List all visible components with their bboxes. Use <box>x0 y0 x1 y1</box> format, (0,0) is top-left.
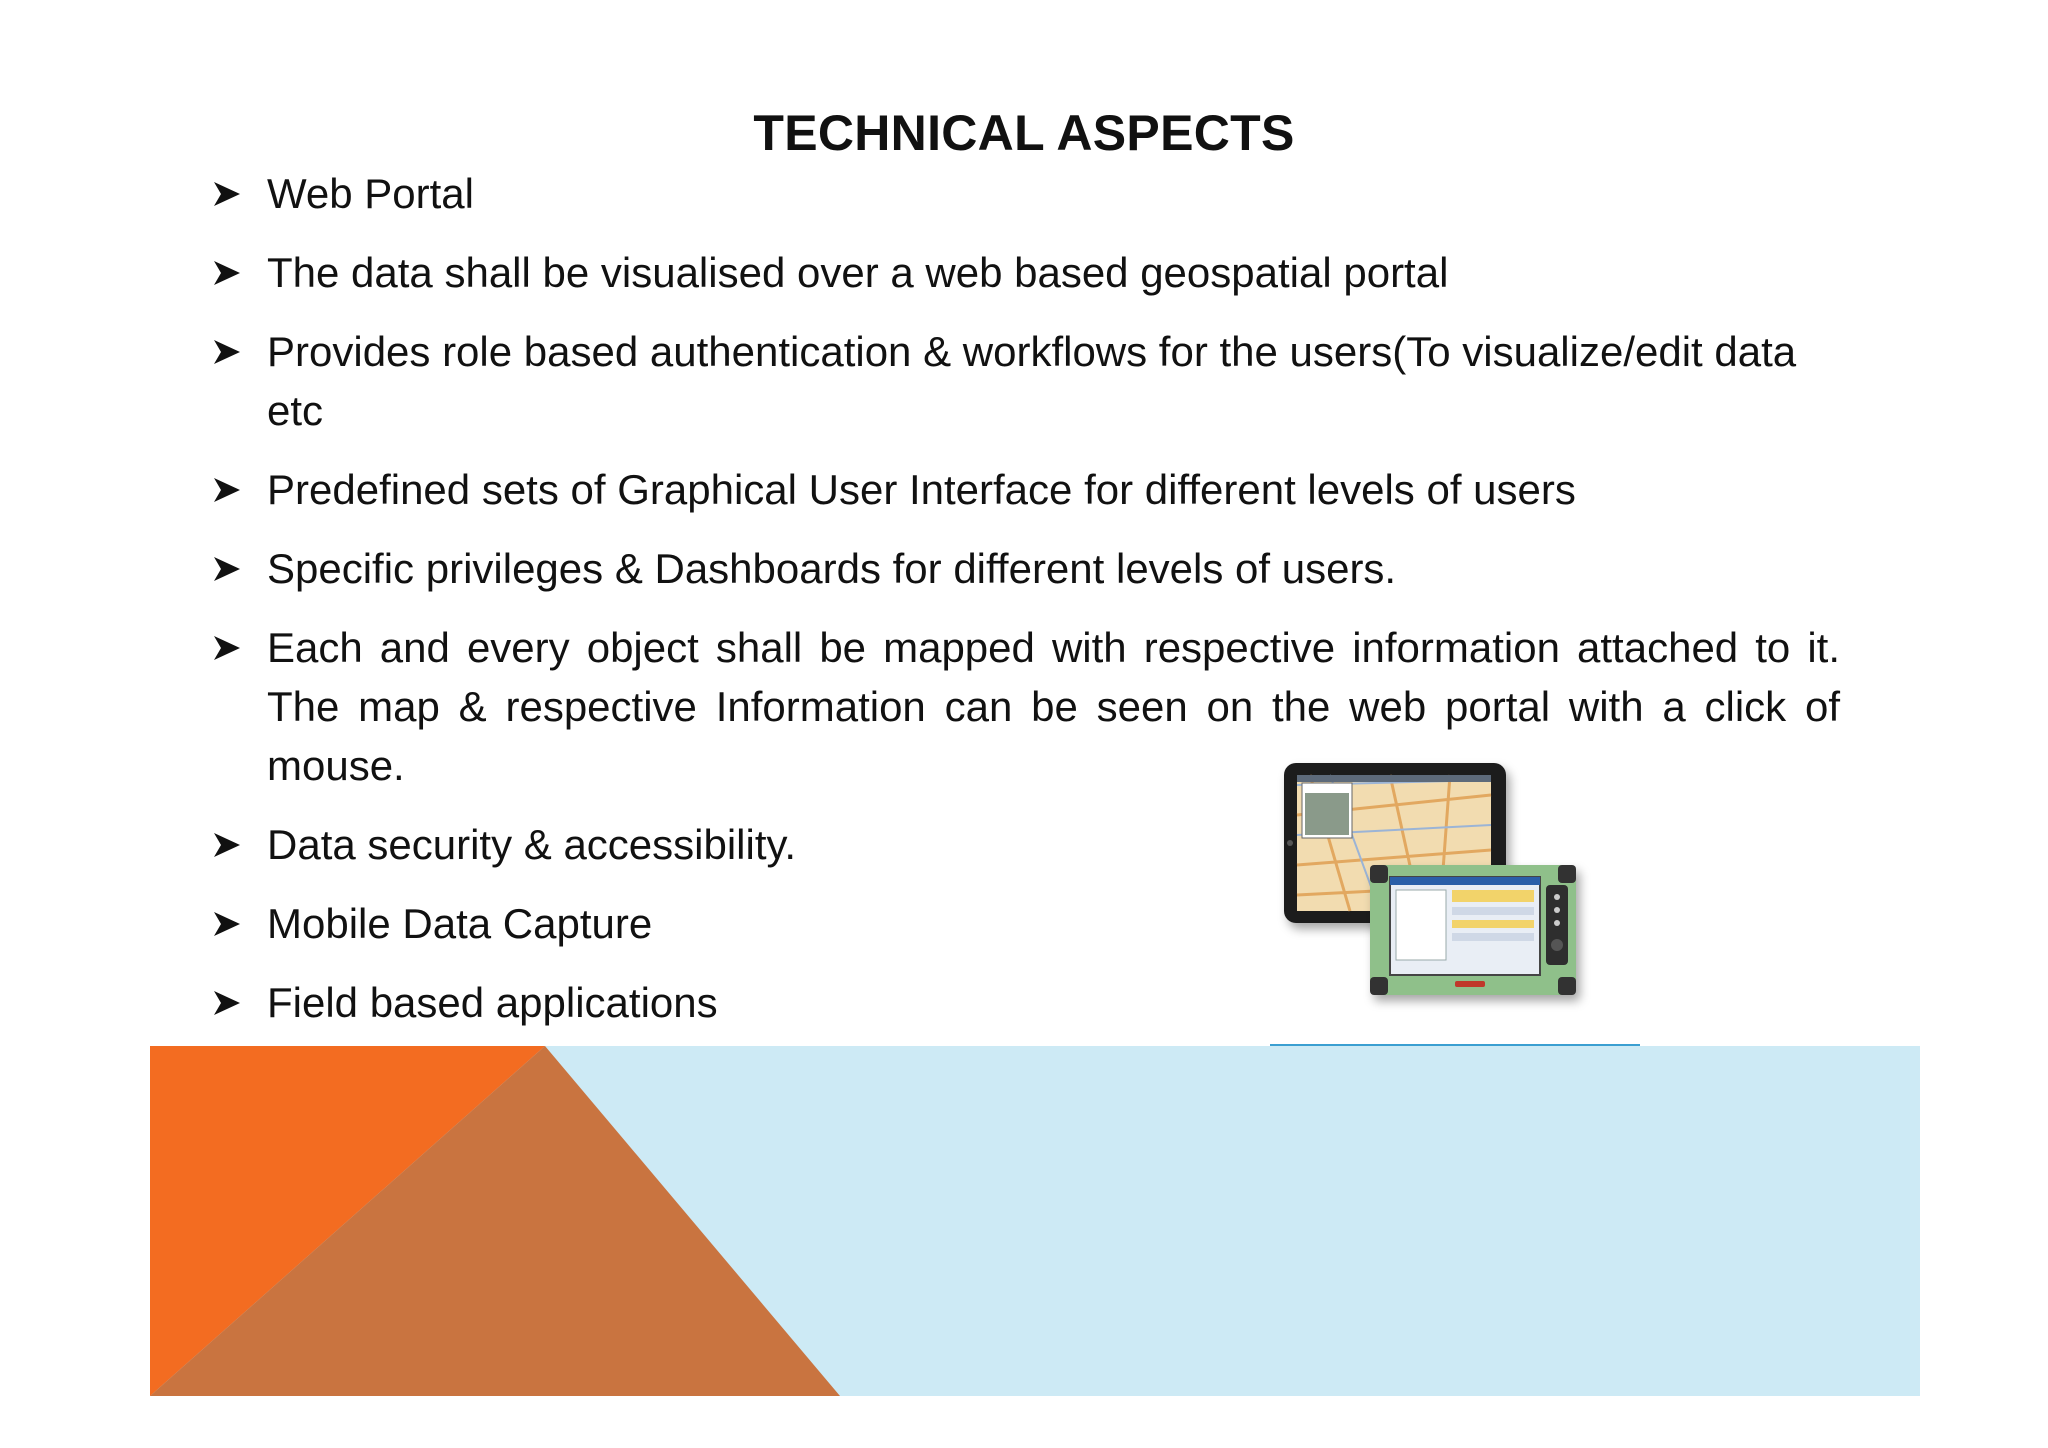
bullet-item <box>212 322 1840 440</box>
bullet-text: Predefined sets of Graphical User Interface for different levels of users <box>267 466 1576 513</box>
bullet-text: Provides role based authentication & workflows for the users(To visualize/edit data etc <box>267 328 1797 434</box>
slide-title: TECHNICAL ASPECTS <box>753 105 1295 161</box>
bullet-text: Each and every object shall be mapped with respective information attached to it. The map & respective Information can be seen on the web portal with a click of mouse. <box>267 624 1840 789</box>
bullet-text: Field based applications <box>267 979 718 1026</box>
decorative-banner <box>150 1046 1920 1396</box>
arrow-bullet-icon <box>212 164 252 223</box>
arrow-bullet-icon <box>212 243 252 302</box>
devices-image <box>1270 755 1630 1025</box>
bullet-text: Specific privileges & Dashboards for different levels of users. <box>267 545 1397 592</box>
arrow-bullet-icon <box>212 815 252 874</box>
bullet-text: The data shall be visualised over a web based geospatial portal <box>267 249 1449 296</box>
arrow-bullet-icon <box>212 460 252 519</box>
bullet-text: Web Portal <box>267 170 474 217</box>
bullet-item <box>212 164 1840 223</box>
arrow-bullet-icon <box>212 539 252 598</box>
arrow-bullet-icon <box>212 973 252 1032</box>
bullet-item <box>212 539 1840 598</box>
bullet-text: Data security & accessibility. <box>267 821 797 868</box>
bullet-item <box>212 243 1840 302</box>
arrow-bullet-icon <box>212 894 252 953</box>
bullet-text: Mobile Data Capture <box>267 900 653 947</box>
arrow-bullet-icon <box>212 322 252 381</box>
field-device-icon <box>1370 865 1576 995</box>
arrow-bullet-icon <box>212 618 252 677</box>
bullet-item <box>212 460 1840 519</box>
